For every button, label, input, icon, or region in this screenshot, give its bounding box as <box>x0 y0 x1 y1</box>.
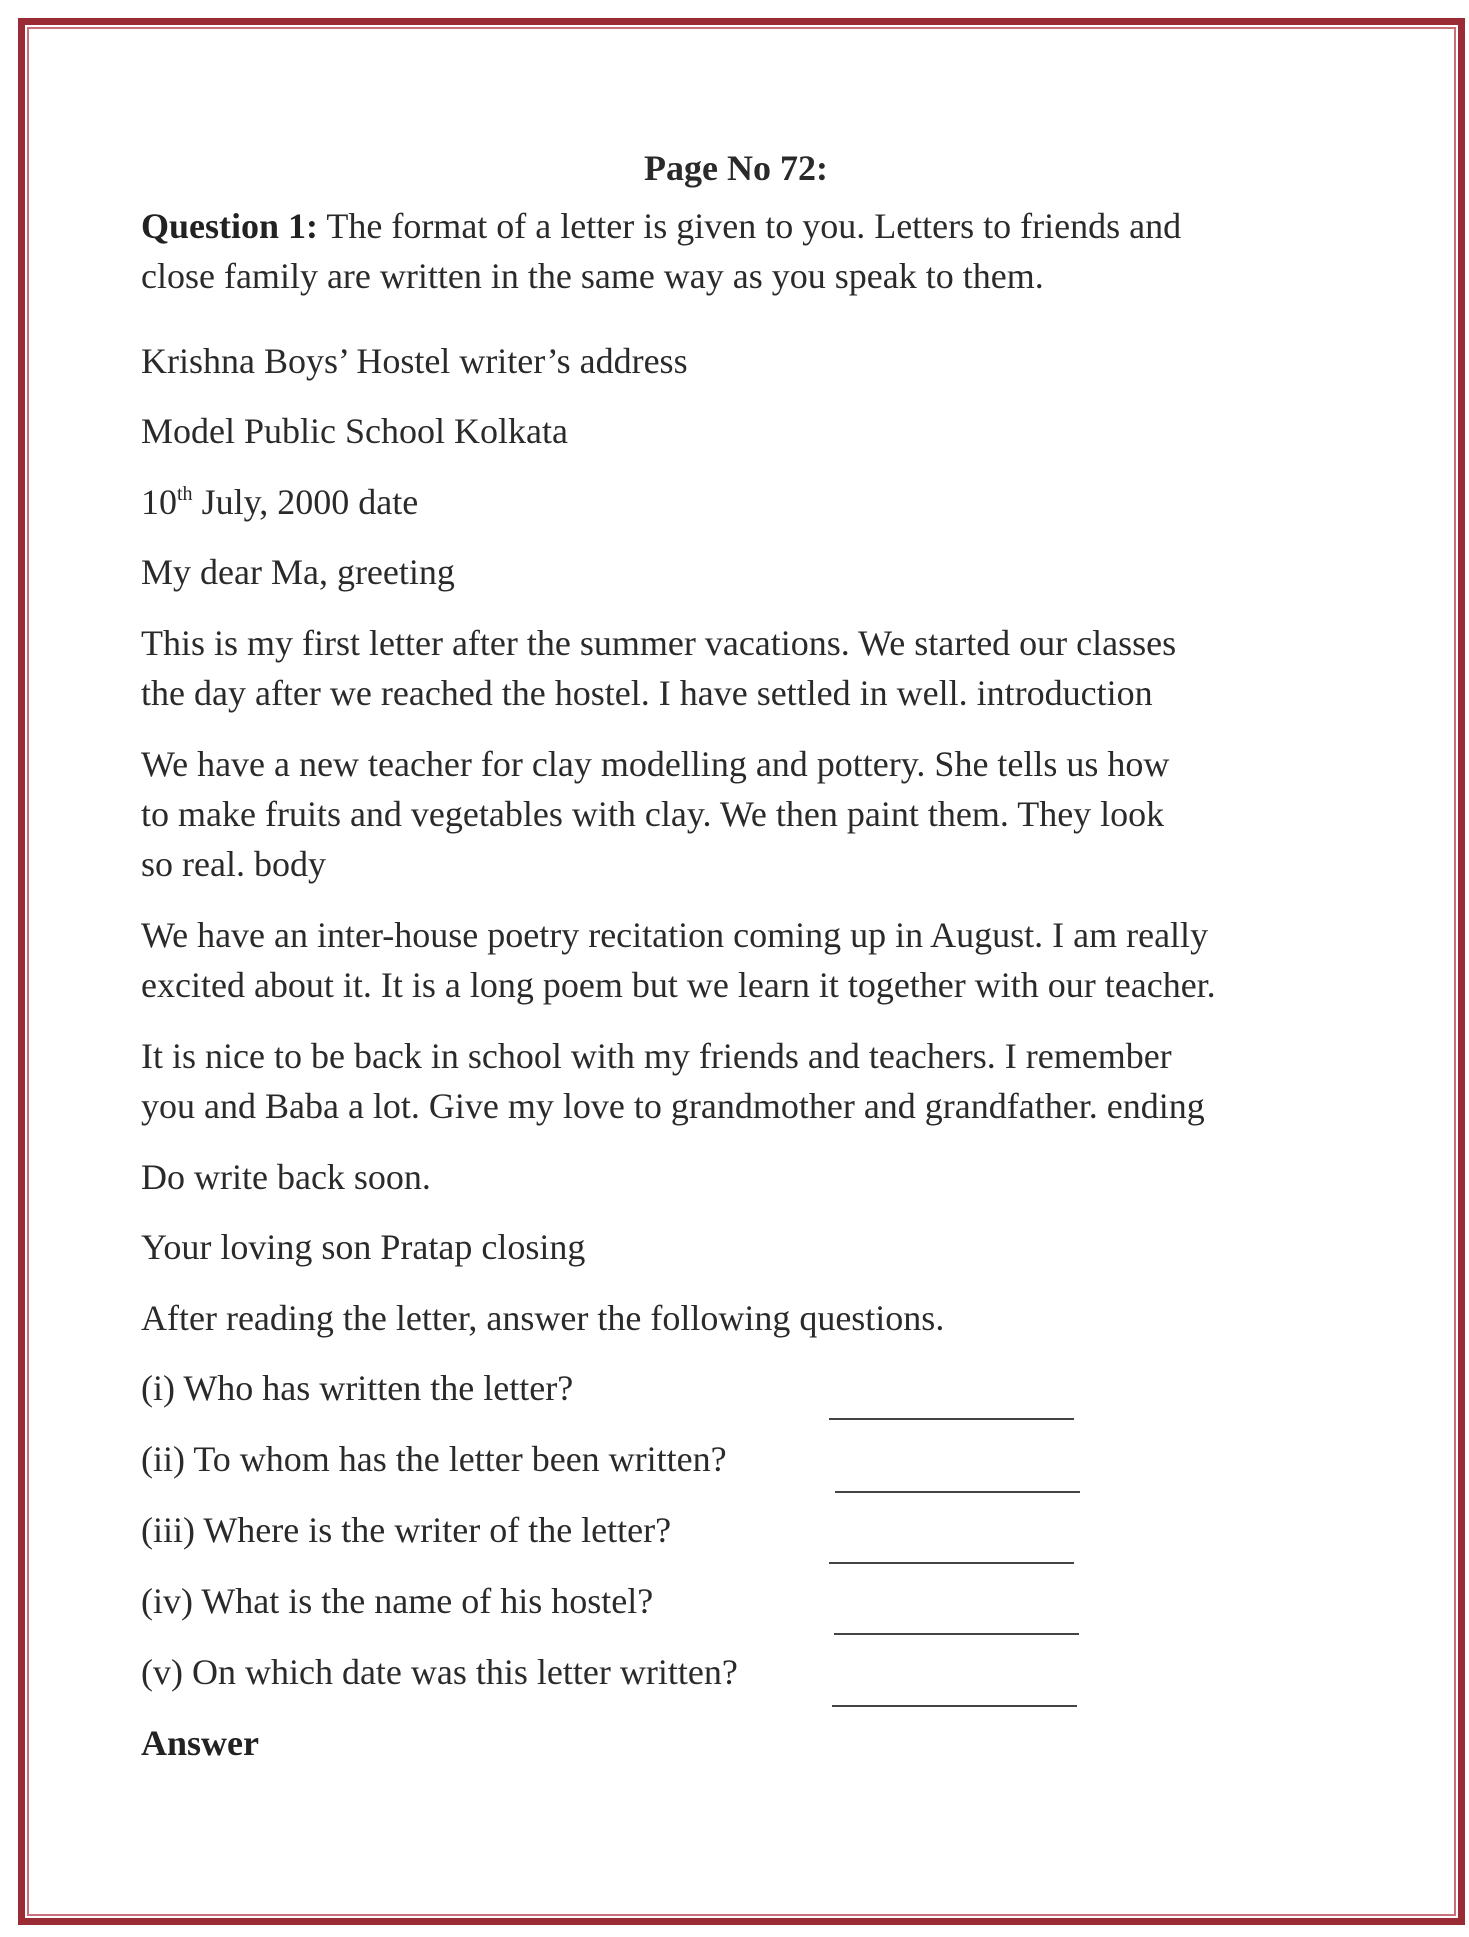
answer-blank[interactable] <box>829 1418 1074 1420</box>
page-title: Page No 72: <box>644 148 828 188</box>
ending-line-2: you and Baba a lot. Give my love to grandmother and grandfather. ending <box>141 1086 1205 1126</box>
letter-date <box>141 484 418 520</box>
answer-blank[interactable] <box>835 1491 1080 1493</box>
date-suffix: th <box>177 483 193 505</box>
body1-line-3: so real. body <box>141 844 326 884</box>
sub-question-text: (v) On which date was this letter written? <box>141 1652 738 1692</box>
letter-greeting: My dear Ma, greeting <box>141 552 455 592</box>
answer-heading: Answer <box>141 1723 259 1763</box>
body2-line-2: excited about it. It is a long poem but we learn it together with our teacher. <box>141 965 1216 1005</box>
question-text-1: The format of a letter is given to you. Letters to friends and <box>318 206 1182 246</box>
ending-line-1: It is nice to be back in school with my friends and teachers. I remember <box>141 1036 1172 1076</box>
body1-line-1: We have a new teacher for clay modelling and pottery. She tells us how <box>141 744 1170 784</box>
answer-blank[interactable] <box>832 1705 1077 1707</box>
sub-question-5 <box>141 1654 1331 1698</box>
sub-question-3 <box>141 1512 1331 1556</box>
answer-blank[interactable] <box>829 1562 1074 1564</box>
intro-line-1: This is my first letter after the summer vacations. We started our classes <box>141 623 1177 663</box>
date-rest: July, 2000 date <box>192 482 419 522</box>
sub-question-2 <box>141 1441 1331 1485</box>
body1-line-2: to make fruits and vegetables with clay. We then paint them. They look <box>141 794 1165 834</box>
letter-closing: Your loving son Pratap closing <box>141 1227 586 1267</box>
body2-line-1: We have an inter-house poetry recitation coming up in August. I am really <box>141 915 1209 955</box>
question-line-2: close family are written in the same way as you speak to them. <box>141 256 1044 296</box>
letter-write-back: Do write back soon. <box>141 1157 431 1197</box>
intro-line-2: the day after we reached the hostel. I have settled in well. introduction <box>141 673 1153 713</box>
letter-address-line-2: Model Public School Kolkata <box>141 411 568 451</box>
question-label: Question 1: <box>141 206 319 246</box>
sub-question-1 <box>141 1370 1331 1414</box>
question-line-1 <box>141 208 1181 244</box>
answer-blank[interactable] <box>834 1633 1079 1635</box>
sub-question-text: (iii) Where is the writer of the letter? <box>141 1510 672 1550</box>
sub-question-4 <box>141 1583 1331 1627</box>
date-day: 10 <box>141 482 177 522</box>
letter-address-line-1: Krishna Boys’ Hostel writer’s address <box>141 341 688 381</box>
sub-question-text: (iv) What is the name of his hostel? <box>141 1581 654 1621</box>
instructions: After reading the letter, answer the following questions. <box>141 1298 945 1338</box>
sub-question-text: (i) Who has written the letter? <box>141 1368 574 1408</box>
sub-question-text: (ii) To whom has the letter been written? <box>141 1439 727 1479</box>
